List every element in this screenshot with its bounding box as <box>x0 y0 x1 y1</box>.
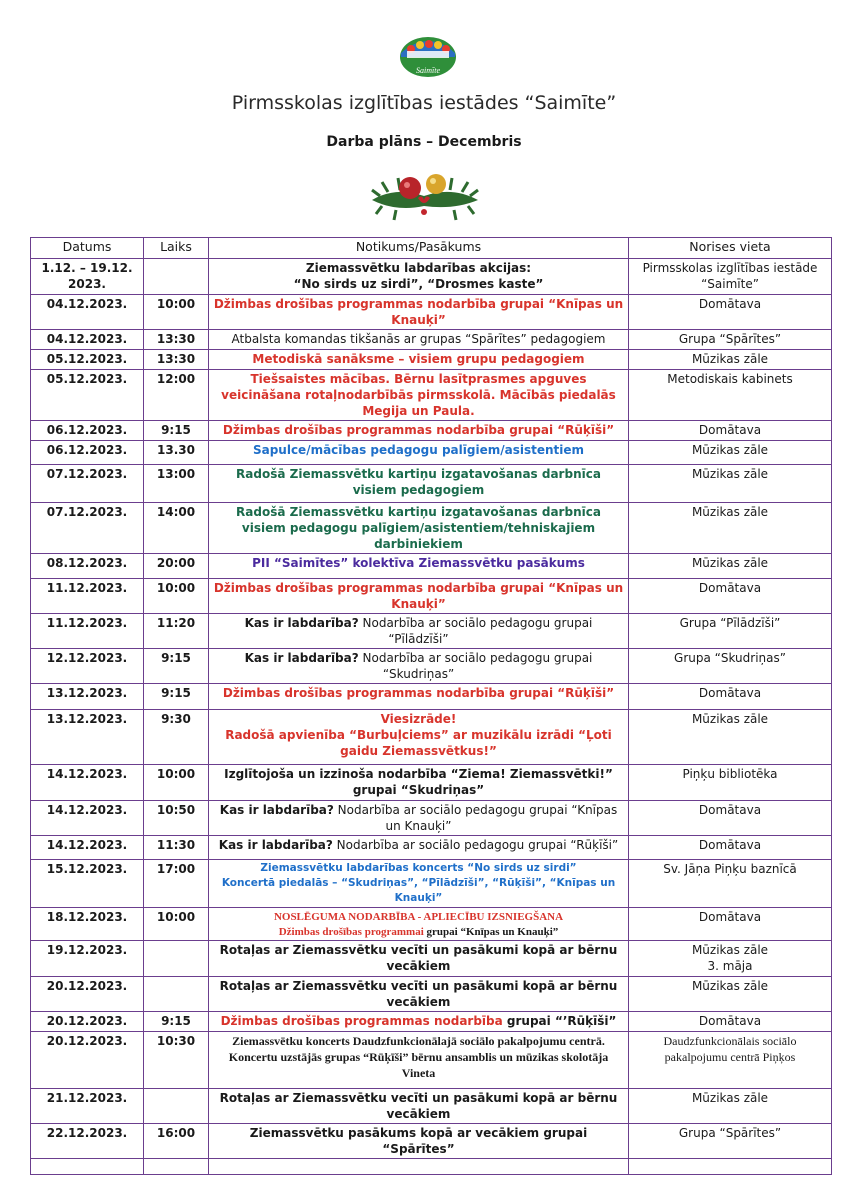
row-event <box>209 1159 629 1175</box>
row-time: 17:00 <box>144 860 209 908</box>
row-event: Metodiskā sanāksme – visiem grupu pedagogiem <box>209 350 629 370</box>
row-event: Ziemassvētku labdarības koncerts “No sirds uz sirdi” Koncertā piedalās – “Skudriņas”, “Pīlādzīši”, “Rūķīši”, “Knīpas un Knauķi” <box>209 860 629 908</box>
row-event: Kas ir labdarība? Nodarbība ar sociālo pedagogu grupai “Knīpas un Knauķi” <box>209 801 629 836</box>
row-event: Kas ir labdarība? Nodarbība ar sociālo pedagogu grupai “Skudriņas” <box>209 649 629 684</box>
row-time: 13:00 <box>144 465 209 503</box>
row-event: Kas ir labdarība? Nodarbība ar sociālo pedagogu grupai “Pīlādzīši” <box>209 614 629 649</box>
row-event: Rotaļas ar Ziemassvētku vecīti un pasākumi kopā ar bērnu vecākiem <box>209 977 629 1012</box>
table-row <box>31 330 832 350</box>
row-time: 13:30 <box>144 350 209 370</box>
page-title: Pirmsskolas izglītības iestādes “Saimīte” <box>231 92 617 114</box>
row-place: Grupa “Pīlādzīši” <box>629 614 832 649</box>
row-event: Radošā Ziemassvētku kartiņu izgatavošanas darbnīca visiem pedagogiem <box>209 465 629 503</box>
row-date: 21.12.2023. <box>31 1089 144 1124</box>
row-time: 16:00 <box>144 1124 209 1159</box>
row-time: 10:00 <box>144 908 209 941</box>
row-place: Mūzikas zāle 3. māja <box>629 941 832 977</box>
row-date: 07.12.2023. <box>31 465 144 503</box>
row-place: Domātava <box>629 295 832 330</box>
row-date: 14.12.2023. <box>31 765 144 801</box>
row-time: 10:00 <box>144 579 209 614</box>
row-event: Sapulce/mācības pedagogu palīgiem/asistentiem <box>209 441 629 465</box>
row-place: Domātava <box>629 908 832 941</box>
table-row <box>31 1089 832 1124</box>
saimite-logo <box>397 33 459 79</box>
row-time: 9:15 <box>144 684 209 710</box>
row-event: Džimbas drošības programmas nodarbība grupai “Rūķīši” <box>209 421 629 441</box>
row-place: Pirmsskolas izglītības iestāde “Saimīte” <box>629 259 832 295</box>
table-row <box>31 908 832 941</box>
row-time: 10:30 <box>144 1032 209 1089</box>
row-event: Ziemassvētku labdarības akcijas: “No sirds uz sirdi”, “Drosmes kaste” <box>209 259 629 295</box>
row-date: 20.12.2023. <box>31 1032 144 1089</box>
row-date: 06.12.2023. <box>31 421 144 441</box>
row-time <box>144 1089 209 1124</box>
row-event: Radošā Ziemassvētku kartiņu izgatavošanas darbnīca visiem pedagogu palīgiem/asistentiem/tehniskajiem darbiniekiem <box>209 503 629 554</box>
row-place: Domātava <box>629 684 832 710</box>
svg-text:Saimīte: Saimīte <box>416 66 440 75</box>
row-place: Mūzikas zāle <box>629 977 832 1012</box>
table-row <box>31 421 832 441</box>
row-time <box>144 941 209 977</box>
row-place: Domātava <box>629 421 832 441</box>
row-time: 9:15 <box>144 1012 209 1032</box>
row-time: 9:30 <box>144 710 209 765</box>
row-time: 10:50 <box>144 801 209 836</box>
row-event: Džimbas drošības programmas nodarbība grupai “’Rūķīši” <box>209 1012 629 1032</box>
row-place: Daudzfunkcionālais sociālo pakalpojumu centrā Piņķos <box>629 1032 832 1089</box>
christmas-ornament-icon <box>366 166 484 224</box>
row-date: 04.12.2023. <box>31 295 144 330</box>
row-time: 14:00 <box>144 503 209 554</box>
row-time: 20:00 <box>144 554 209 579</box>
row-time: 12:00 <box>144 370 209 421</box>
column-header-date: Datums <box>31 238 144 259</box>
row-date: 11.12.2023. <box>31 614 144 649</box>
table-row <box>31 649 832 684</box>
row-event: NOSLĒGUMA NODARBĪBA - APLIECĪBU IZSNIEGŠANA Džimbas drošības programmai grupai “Knīpas un Knauķi” <box>209 908 629 941</box>
table-row <box>31 977 832 1012</box>
table-row <box>31 710 832 765</box>
row-event: Džimbas drošības programmas nodarbība grupai “Rūķīši” <box>209 684 629 710</box>
row-date: 07.12.2023. <box>31 503 144 554</box>
row-event: Viesizrāde! Radošā apvienība “Burbuļciems” ar muzikālu izrādi “Ļoti gaidu Ziemassvētkus!” <box>209 710 629 765</box>
row-place: Domātava <box>629 1012 832 1032</box>
row-date: 14.12.2023. <box>31 836 144 860</box>
row-place: Grupa “Spārītes” <box>629 1124 832 1159</box>
row-place: Mūzikas zāle <box>629 503 832 554</box>
row-place: Domātava <box>629 836 832 860</box>
table-row <box>31 684 832 710</box>
row-place: Domātava <box>629 579 832 614</box>
row-date: 19.12.2023. <box>31 941 144 977</box>
table-row-empty <box>31 1159 832 1175</box>
column-header-event: Notikums/Pasākums <box>209 238 629 259</box>
row-time <box>144 1159 209 1175</box>
table-row <box>31 554 832 579</box>
row-time: 9:15 <box>144 649 209 684</box>
row-date: 04.12.2023. <box>31 330 144 350</box>
row-time: 13.30 <box>144 441 209 465</box>
row-date: 13.12.2023. <box>31 684 144 710</box>
table-row <box>31 503 832 554</box>
table-row <box>31 765 832 801</box>
row-event: PII “Saimītes” kolektīva Ziemassvētku pasākums <box>209 554 629 579</box>
table-row <box>31 1012 832 1032</box>
row-place: Piņķu bibliotēka <box>629 765 832 801</box>
row-event: Džimbas drošības programmas nodarbība grupai “Knīpas un Knauķi” <box>209 579 629 614</box>
row-place: Grupa “Skudriņas” <box>629 649 832 684</box>
row-time: 11:30 <box>144 836 209 860</box>
row-place: Mūzikas zāle <box>629 710 832 765</box>
column-header-time: Laiks <box>144 238 209 259</box>
row-event: Ziemassvētku pasākums kopā ar vecākiem grupai “Spārītes” <box>209 1124 629 1159</box>
row-date: 15.12.2023. <box>31 860 144 908</box>
table-row <box>31 350 832 370</box>
row-event: Atbalsta komandas tikšanās ar grupas “Spārītes” pedagogiem <box>209 330 629 350</box>
row-event: Tiešsaistes mācības. Bērnu lasītprasmes apguves veicināšana rotaļnodarbībās pirmsskolā. Mācībās piedalās Megija un Paula. <box>209 370 629 421</box>
row-time: 13:30 <box>144 330 209 350</box>
row-time: 9:15 <box>144 421 209 441</box>
row-date: 14.12.2023. <box>31 801 144 836</box>
row-date: 11.12.2023. <box>31 579 144 614</box>
row-place: Sv. Jāņa Piņķu baznīcā <box>629 860 832 908</box>
row-date: 05.12.2023. <box>31 350 144 370</box>
row-time: 11:20 <box>144 614 209 649</box>
table-row <box>31 465 832 503</box>
row-place: Grupa “Spārītes” <box>629 330 832 350</box>
table-row <box>31 941 832 977</box>
row-date: 18.12.2023. <box>31 908 144 941</box>
row-date: 13.12.2023. <box>31 710 144 765</box>
plan-title: Darba plāns – Decembris <box>326 134 522 150</box>
row-date: 06.12.2023. <box>31 441 144 465</box>
row-date: 05.12.2023. <box>31 370 144 421</box>
table-row <box>31 614 832 649</box>
column-header-place: Norises vieta <box>629 238 832 259</box>
row-date: 20.12.2023. <box>31 977 144 1012</box>
table-row <box>31 295 832 330</box>
row-place: Mūzikas zāle <box>629 554 832 579</box>
row-place: Mūzikas zāle <box>629 1089 832 1124</box>
row-date: 22.12.2023. <box>31 1124 144 1159</box>
row-event: Džimbas drošības programmas nodarbība grupai “Knīpas un Knauķi” <box>209 295 629 330</box>
row-event: Rotaļas ar Ziemassvētku vecīti un pasākumi kopā ar bērnu vecākiem <box>209 1089 629 1124</box>
row-time <box>144 977 209 1012</box>
row-event: Rotaļas ar Ziemassvētku vecīti un pasākumi kopā ar bērnu vecākiem <box>209 941 629 977</box>
row-event: Ziemassvētku koncerts Daudzfunkcionālajā sociālo pakalpojumu centrā. Koncertu uzstājās grupas “Rūķīši” bērnu ansamblis un mūzikas skolotāja Vineta <box>209 1032 629 1089</box>
row-time: 10:00 <box>144 765 209 801</box>
table-row <box>31 860 832 908</box>
row-date: 1.12. – 19.12. 2023. <box>31 259 144 295</box>
row-place <box>629 1159 832 1175</box>
row-place: Domātava <box>629 801 832 836</box>
row-time: 10:00 <box>144 295 209 330</box>
row-event: Kas ir labdarība? Nodarbība ar sociālo pedagogu grupai “Rūķīši” <box>209 836 629 860</box>
row-date: 08.12.2023. <box>31 554 144 579</box>
table-row <box>31 801 832 836</box>
table-row <box>31 1032 832 1089</box>
row-date: 12.12.2023. <box>31 649 144 684</box>
row-time <box>144 259 209 295</box>
row-place: Mūzikas zāle <box>629 465 832 503</box>
row-date <box>31 1159 144 1175</box>
table-row <box>31 259 832 295</box>
row-date: 20.12.2023. <box>31 1012 144 1032</box>
table-row <box>31 441 832 465</box>
row-place: Mūzikas zāle <box>629 350 832 370</box>
row-place: Metodiskais kabinets <box>629 370 832 421</box>
row-place: Mūzikas zāle <box>629 441 832 465</box>
table-header-row <box>31 238 832 259</box>
table-row <box>31 370 832 421</box>
row-event: Izglītojoša un izzinoša nodarbība “Ziema! Ziemassvētki!” grupai “Skudriņas” <box>209 765 629 801</box>
table-row <box>31 1124 832 1159</box>
schedule-table <box>30 237 832 1175</box>
table-row <box>31 579 832 614</box>
table-row <box>31 836 832 860</box>
